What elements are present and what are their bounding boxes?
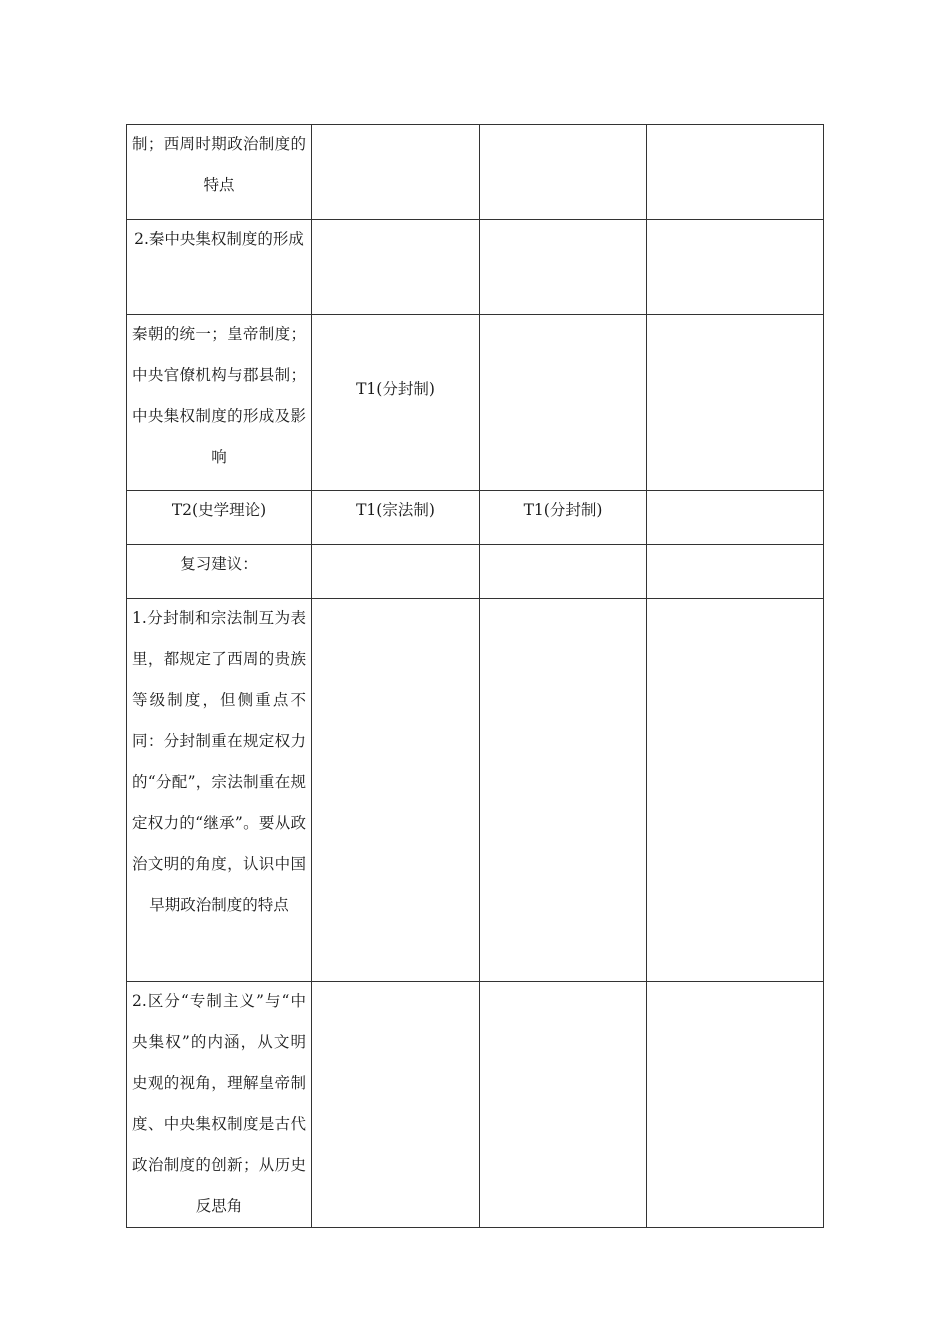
cell-text: 1.分封制和宗法制互为表里，都规定了西周的贵族等级制度，但侧重点不同：分封制重在规定权力的“分配”，宗法制重在规定权力的“继承”。要从政治文明的角度，认识中国早期政治制度的特点 (132, 609, 306, 914)
table-cell (312, 491, 480, 545)
table-row (127, 125, 824, 220)
table-cell (647, 315, 824, 491)
table-row (127, 545, 824, 599)
table-cell (127, 599, 312, 982)
table-cell (312, 315, 480, 491)
table-cell (312, 125, 480, 220)
table-cell (647, 125, 824, 220)
table-cell (312, 982, 480, 1228)
table-cell (480, 545, 647, 599)
table-cell (647, 491, 824, 545)
cell-text: 制；西周时期政治制度的特点 (132, 135, 306, 194)
table-row (127, 599, 824, 982)
table-cell (127, 220, 312, 315)
review-table (126, 124, 824, 1228)
table-row (127, 982, 824, 1228)
table-cell (480, 982, 647, 1228)
table-cell (312, 545, 480, 599)
cell-text: 秦朝的统一；皇帝制度；中央官僚机构与郡县制；中央集权制度的形成及影响 (132, 325, 306, 466)
table-cell (127, 545, 312, 599)
table-row (127, 220, 824, 315)
table-cell (127, 982, 312, 1228)
table-cell (127, 315, 312, 491)
table-cell (647, 220, 824, 315)
table-cell (647, 545, 824, 599)
cell-text: 复习建议： (180, 555, 258, 573)
cell-text: T1(分封制) (523, 501, 603, 519)
cell-text: 2.秦中央集权制度的形成 (134, 230, 304, 248)
table-row (127, 315, 824, 491)
cell-text: T1(分封制) (356, 380, 435, 398)
cell-text: T1(宗法制) (356, 501, 435, 519)
table-cell (647, 982, 824, 1228)
table-cell (480, 220, 647, 315)
table-cell (647, 599, 824, 982)
table-cell (312, 599, 480, 982)
table-cell (312, 220, 480, 315)
table-cell (480, 491, 647, 545)
cell-text: T2(史学理论) (171, 501, 267, 519)
table-cell (127, 125, 312, 220)
table-cell (127, 491, 312, 545)
table-cell (480, 315, 647, 491)
table-row (127, 491, 824, 545)
cell-text: 2.区分“专制主义”与“中央集权”的内涵，从文明史观的视角，理解皇帝制度、中央集权制度是古代政治制度的创新；从历史反思角 (132, 992, 306, 1215)
table-cell (480, 599, 647, 982)
table-cell (480, 125, 647, 220)
